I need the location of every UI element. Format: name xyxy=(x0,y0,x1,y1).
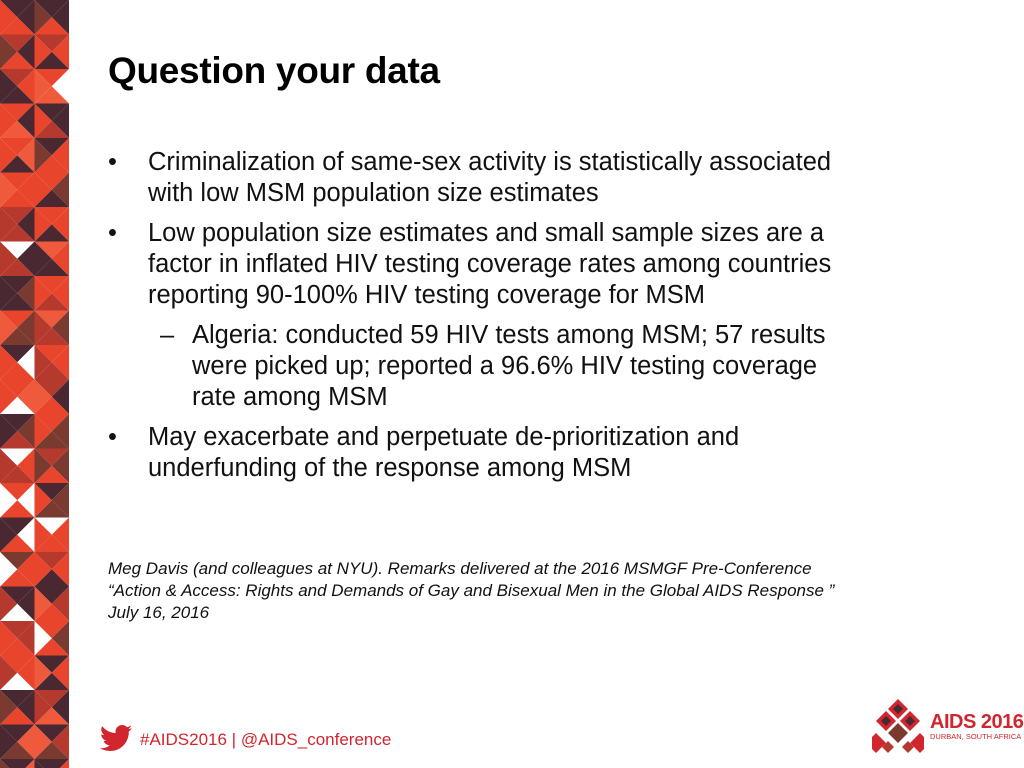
citation-line: July 16, 2016 xyxy=(108,603,210,622)
footer-social xyxy=(100,725,391,755)
bullet-line: underfunding of the response among MSM xyxy=(148,454,632,482)
aids-ribbon-pattern-icon xyxy=(872,697,924,758)
footer-hashtag-text: #AIDS2016 | @AIDS_conference xyxy=(140,730,392,749)
slide-title: Question your data xyxy=(108,50,440,91)
citation xyxy=(108,558,988,624)
logo-title: AIDS 2016 xyxy=(930,711,1024,733)
logo-subtitle: DURBAN, SOUTH AFRICA xyxy=(930,732,1022,741)
bullet-line: were picked up; reported a 96.6% HIV testing coverage xyxy=(192,352,818,380)
bullet-mark: • xyxy=(108,423,117,451)
sub-bullet-item xyxy=(108,320,998,413)
citation-line: Meg Davis (and colleagues at NYU). Remarks delivered at the 2016 MSMGF Pre-Conference xyxy=(108,559,812,578)
bullet-line: with low MSM population size estimates xyxy=(148,179,599,207)
bullet-item xyxy=(108,218,998,311)
bullet-item xyxy=(108,147,998,209)
bullet-list xyxy=(108,147,998,493)
citation-line: “Action & Access: Rights and Demands of Gay and Bisexual Men in the Global AIDS Response ” xyxy=(108,581,835,600)
side-triangle-pattern xyxy=(0,0,69,768)
bullet-line: rate among MSM xyxy=(192,383,388,411)
bullet-mark: • xyxy=(108,148,117,176)
twitter-bird-icon xyxy=(100,725,132,756)
bullet-line: May exacerbate and perpetuate de-prioritization and xyxy=(148,423,740,451)
bullet-line: reporting 90-100% HIV testing coverage for MSM xyxy=(148,281,706,309)
aids-2016-logo xyxy=(872,698,1024,756)
bullet-line: Algeria: conducted 59 HIV tests among MSM; 57 results xyxy=(192,321,826,349)
bullet-line: factor in inflated HIV testing coverage rates among countries xyxy=(148,250,832,278)
bullet-item xyxy=(108,422,998,484)
sub-bullet-mark: – xyxy=(160,321,175,349)
bullet-line: Criminalization of same-sex activity is statistically associated xyxy=(148,148,832,176)
bullet-line: Low population size estimates and small sample sizes are a xyxy=(148,219,825,247)
bullet-mark: • xyxy=(108,219,117,247)
